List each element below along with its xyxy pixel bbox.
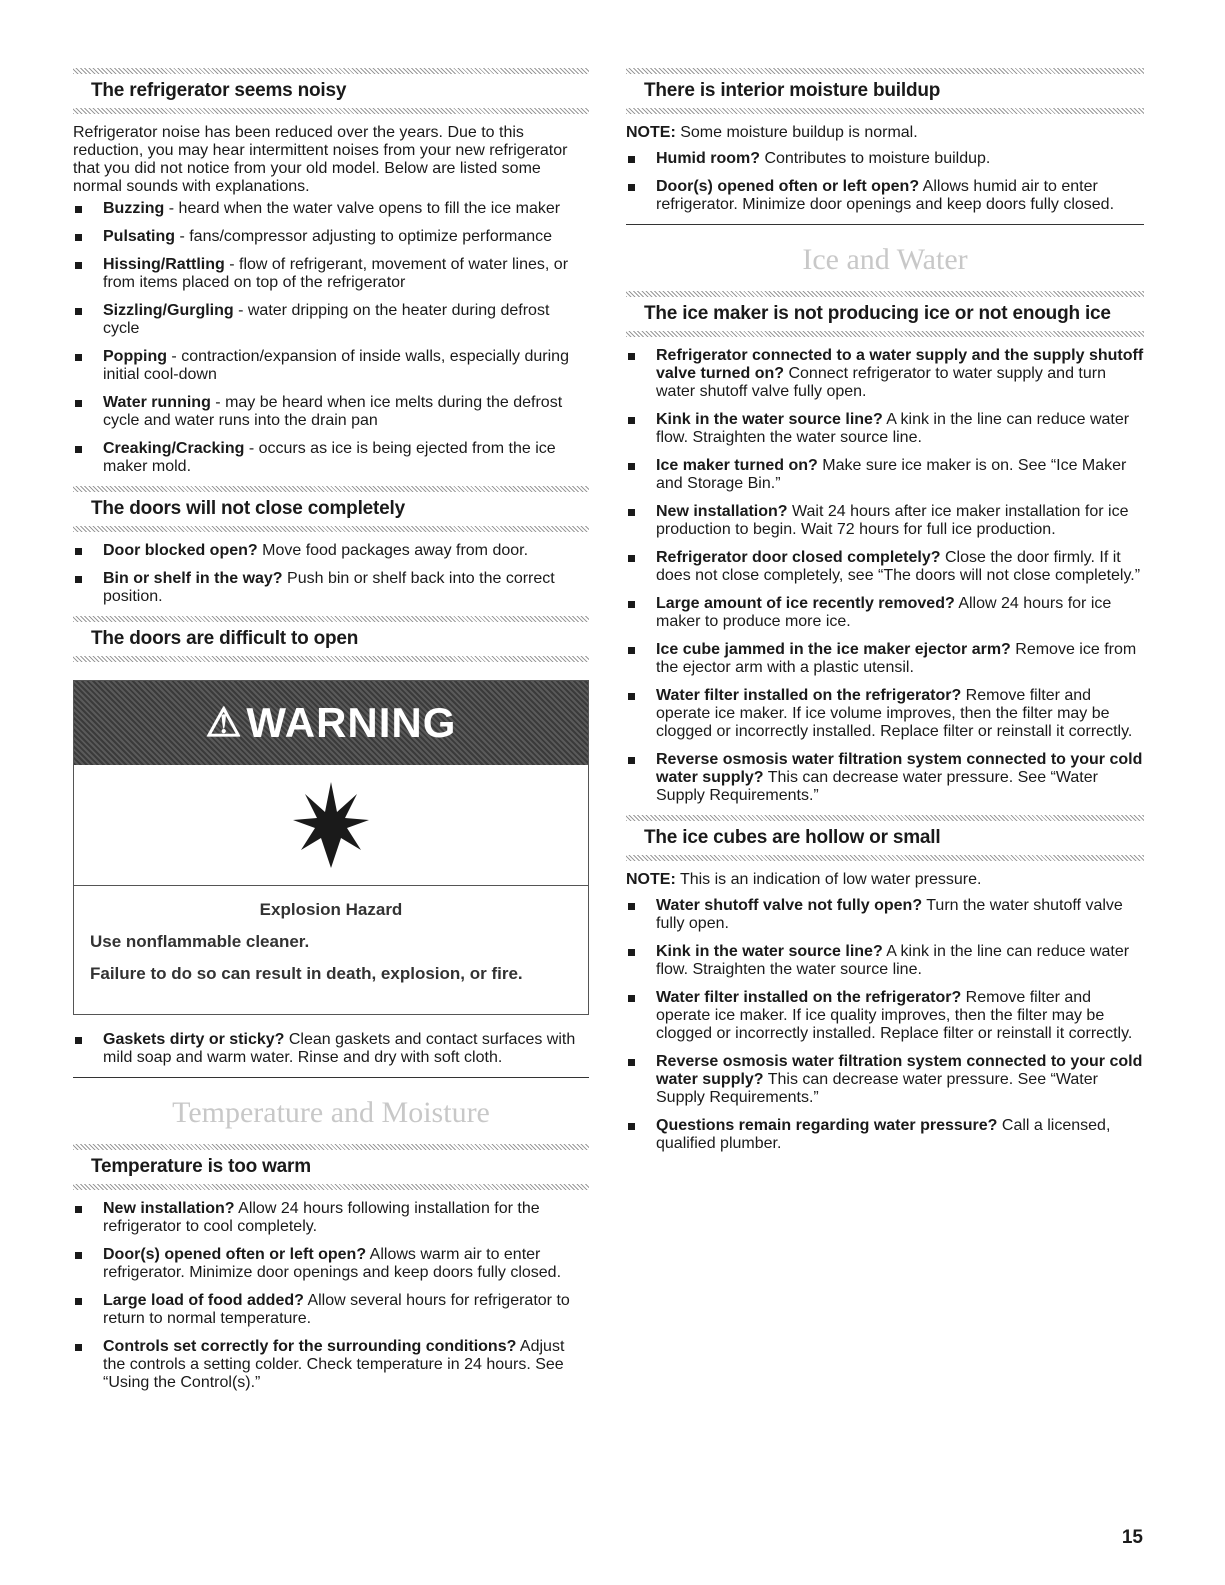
item-bold: Refrigerator connected to a water supply and the supply shutoff valve turned on?: [656, 347, 1144, 382]
note-label: NOTE:: [626, 124, 676, 141]
item-text: Turn the water shutoff valve fully open.: [656, 897, 1123, 932]
too-warm-list: [73, 1200, 589, 1392]
hatch-divider: [73, 68, 589, 74]
item-bold: Reverse osmosis water filtration system connected to your cold water supply?: [656, 1053, 1143, 1088]
list-item: [73, 542, 589, 560]
list-item: [626, 549, 1144, 585]
item-bold: Pulsating: [103, 228, 176, 245]
item-text: A kink in the line can reduce water flow. Straighten the water source line.: [656, 943, 1130, 978]
note-paragraph: [626, 871, 1144, 889]
bullet-square-icon: [628, 995, 635, 1002]
bullet-square-icon: [75, 354, 82, 361]
warning-banner: [74, 681, 588, 765]
item-bold: Hissing/Rattling: [103, 256, 225, 273]
item-text: Call a licensed, qualified plumber.: [656, 1117, 1111, 1152]
item-bold: Ice cube jammed in the ice maker ejector arm?: [656, 641, 1011, 658]
hatch-divider: [626, 291, 1144, 297]
item-bold: Popping: [103, 348, 167, 365]
list-item: [626, 150, 1144, 168]
not-producing-list: [626, 347, 1144, 805]
section-title: Temperature is too warm: [91, 1156, 311, 1177]
list-item: [626, 595, 1144, 631]
item-bold: Water shutoff valve not fully open?: [656, 897, 923, 914]
note-label: NOTE:: [626, 871, 676, 888]
item-bold: Water filter installed on the refrigerator?: [656, 687, 962, 704]
section-header-doors-open: [73, 616, 589, 662]
bullet-square-icon: [75, 234, 82, 241]
item-bold: Kink in the water source line?: [656, 943, 883, 960]
list-item: [626, 503, 1144, 539]
doors-close-list: [73, 542, 589, 606]
list-item: [626, 897, 1144, 933]
list-item: [73, 1292, 589, 1328]
bullet-square-icon: [628, 949, 635, 956]
item-bold: Door blocked open?: [103, 542, 258, 559]
section-title: The ice cubes are hollow or small: [644, 827, 941, 848]
section-header-hollow: [626, 815, 1144, 861]
note-paragraph: [626, 124, 1144, 142]
item-bold: Buzzing: [103, 200, 165, 217]
item-text: Connect refrigerator to water supply and turn water shutoff valve fully open.: [656, 365, 1106, 400]
list-item: [626, 1053, 1144, 1107]
item-text: Clean gaskets and contact surfaces with mild soap and warm water. Rinse and dry with soft cloth.: [103, 1031, 576, 1066]
hollow-list: [626, 897, 1144, 1153]
list-item: [73, 228, 589, 246]
doors-open-list: [73, 1031, 589, 1067]
item-text: Move food packages away from door.: [257, 542, 529, 559]
list-item: [73, 1338, 589, 1392]
hatch-divider: [73, 1184, 589, 1190]
bullet-square-icon: [75, 1037, 82, 1044]
list-item: [626, 1117, 1144, 1153]
warning-line: Use nonflammable cleaner.: [90, 932, 310, 951]
list-item: [626, 641, 1144, 677]
list-item: [626, 687, 1144, 741]
ice-water-heading: Ice and Water: [626, 224, 1144, 291]
list-item: [626, 178, 1144, 214]
note-text: Some moisture buildup is normal.: [675, 124, 918, 141]
bullet-square-icon: [75, 446, 82, 453]
hazard-title: Explosion Hazard: [259, 900, 403, 919]
item-text: Wait 24 hours after ice maker installation for ice production to begin. Wait 72 hours for full ice production.: [656, 503, 1129, 538]
list-item: [73, 1200, 589, 1236]
hatch-divider: [626, 108, 1144, 114]
section-title: The doors are difficult to open: [91, 628, 359, 649]
item-text: Push bin or shelf back into the correct position.: [103, 570, 555, 605]
list-item: [73, 348, 589, 384]
item-text: Adjust the controls a setting colder. Check temperature in 24 hours. See “Using the Control(s).”: [103, 1338, 565, 1391]
item-text: - occurs as ice is being ejected from the ice maker mold.: [103, 440, 556, 475]
section-header-noisy: [73, 68, 589, 114]
list-item: [73, 200, 589, 218]
item-bold: New installation?: [103, 1200, 235, 1217]
item-bold: Sizzling/Gurgling: [103, 302, 234, 319]
bullet-square-icon: [628, 417, 635, 424]
item-bold: Refrigerator door closed completely?: [656, 549, 941, 566]
bullet-square-icon: [628, 509, 635, 516]
bullet-square-icon: [75, 576, 82, 583]
section-header-moisture: [626, 68, 1144, 114]
bullet-square-icon: [628, 156, 635, 163]
explosion-hazard-icon: [291, 780, 371, 870]
item-text: Allows humid air to enter refrigerator. Minimize door openings and keep doors fully closed.: [656, 178, 1115, 213]
item-text: - heard when the water valve opens to fill the ice maker: [164, 200, 561, 217]
warning-icon-area: [74, 765, 588, 886]
item-text: This can decrease water pressure. See “Water Supply Requirements.”: [656, 1071, 1098, 1106]
bullet-square-icon: [75, 206, 82, 213]
right-column: [626, 68, 1144, 1163]
item-text: Allows warm air to enter refrigerator. Minimize door openings and keep doors fully closed.: [103, 1246, 562, 1281]
section-header-doors-close: [73, 486, 589, 532]
list-item: [73, 394, 589, 430]
item-bold: Door(s) opened often or left open?: [103, 1246, 367, 1263]
item-bold: Large load of food added?: [103, 1292, 304, 1309]
item-bold: Ice maker turned on?: [656, 457, 818, 474]
bullet-square-icon: [628, 1059, 635, 1066]
item-bold: Questions remain regarding water pressure?: [656, 1117, 998, 1134]
bullet-square-icon: [75, 262, 82, 269]
hatch-divider: [73, 526, 589, 532]
item-text: Remove filter and operate ice maker. If ice volume improves, then the filter may be clogged or incorrectly installed. Replace filter or reinstall it correctly.: [656, 687, 1133, 740]
page-number: 15: [1121, 1527, 1143, 1548]
bullet-square-icon: [75, 1298, 82, 1305]
bullet-square-icon: [628, 463, 635, 470]
warning-line: Failure to do so can result in death, explosion, or fire.: [90, 964, 523, 983]
bullet-square-icon: [628, 555, 635, 562]
list-item: [626, 989, 1144, 1043]
bullet-square-icon: [75, 1344, 82, 1351]
hatch-divider: [626, 331, 1144, 337]
item-bold: Gaskets dirty or sticky?: [103, 1031, 285, 1048]
warning-text: [74, 886, 588, 1014]
hatch-divider: [73, 486, 589, 492]
item-bold: Reverse osmosis water filtration system connected to your cold water supply?: [656, 751, 1143, 786]
section-header-not-producing: [626, 291, 1144, 337]
list-item: [73, 1031, 589, 1067]
item-text: - fans/compressor adjusting to optimize performance: [175, 228, 553, 245]
warning-box: [73, 680, 589, 1015]
item-text: - water dripping on the heater during defrost cycle: [103, 302, 550, 337]
bullet-square-icon: [628, 757, 635, 764]
item-text: - may be heard when ice melts during the defrost cycle and water runs into the drain pan: [103, 394, 563, 429]
hatch-divider: [73, 108, 589, 114]
item-text: - flow of refrigerant, movement of water lines, or from items placed on top of the refrigerator: [103, 256, 569, 291]
noise-list: [73, 200, 589, 476]
item-bold: New installation?: [656, 503, 788, 520]
note-text: This is an indication of low water pressure.: [675, 871, 982, 888]
hatch-divider: [626, 815, 1144, 821]
item-bold: Bin or shelf in the way?: [103, 570, 283, 587]
item-text: Remove filter and operate ice maker. If ice quality improves, then the filter may be clogged or incorrectly installed. Replace filter or reinstall it correctly.: [656, 989, 1133, 1042]
hatch-divider: [73, 616, 589, 622]
hatch-divider: [626, 855, 1144, 861]
section-title: The ice maker is not producing ice or not enough ice: [644, 303, 1111, 324]
list-item: [626, 347, 1144, 401]
section-title: There is interior moisture buildup: [644, 80, 941, 101]
list-item: [73, 570, 589, 606]
item-text: Make sure ice maker is on. See “Ice Maker and Storage Bin.”: [656, 457, 1127, 492]
item-bold: Water filter installed on the refrigerator?: [656, 989, 962, 1006]
hatch-divider: [73, 1144, 589, 1150]
hatch-divider: [73, 656, 589, 662]
item-text: This can decrease water pressure. See “Water Supply Requirements.”: [656, 769, 1098, 804]
list-item: [626, 457, 1144, 493]
item-text: - contraction/expansion of inside walls, especially during initial cool-down: [103, 348, 569, 383]
list-item: [73, 302, 589, 338]
bullet-square-icon: [628, 353, 635, 360]
item-text: Remove ice from the ejector arm with a plastic utensil.: [656, 641, 1137, 676]
moisture-list: [626, 150, 1144, 214]
section-header-too-warm: [73, 1144, 589, 1190]
list-item: [626, 943, 1144, 979]
bullet-square-icon: [75, 400, 82, 407]
list-item: [626, 751, 1144, 805]
section-title: The doors will not close completely: [91, 498, 405, 519]
item-bold: Controls set correctly for the surrounding conditions?: [103, 1338, 517, 1355]
left-column: [73, 68, 589, 1402]
warning-label: WARNING: [246, 699, 457, 746]
bullet-square-icon: [628, 693, 635, 700]
list-item: [626, 411, 1144, 447]
bullet-square-icon: [75, 308, 82, 315]
bullet-square-icon: [628, 1123, 635, 1130]
list-item: [73, 440, 589, 476]
bullet-square-icon: [75, 1206, 82, 1213]
item-bold: Kink in the water source line?: [656, 411, 883, 428]
item-bold: Large amount of ice recently removed?: [656, 595, 955, 612]
temperature-moisture-heading: Temperature and Moisture: [73, 1077, 589, 1144]
item-bold: Humid room?: [656, 150, 760, 167]
bullet-square-icon: [628, 903, 635, 910]
warning-triangle-icon: ⚠: [205, 701, 243, 745]
bullet-square-icon: [75, 548, 82, 555]
bullet-square-icon: [628, 601, 635, 608]
item-text: Allow 24 hours for ice maker to produce more ice.: [656, 595, 1112, 630]
hatch-divider: [626, 68, 1144, 74]
section-title: The refrigerator seems noisy: [91, 80, 347, 101]
intro-paragraph: Refrigerator noise has been reduced over the years. Due to this reduction, you may hear intermittent noises from your new refrigerator that you did not notice from your old model. Below are listed some normal sounds with explanations.: [73, 124, 568, 195]
item-text: Allow 24 hours following installation for the refrigerator to cool completely.: [103, 1200, 540, 1235]
bullet-square-icon: [628, 184, 635, 191]
item-bold: Water running: [103, 394, 211, 411]
list-item: [73, 256, 589, 292]
item-text: Contributes to moisture buildup.: [760, 150, 991, 167]
item-bold: Creaking/Cracking: [103, 440, 245, 457]
item-text: A kink in the line can reduce water flow. Straighten the water source line.: [656, 411, 1130, 446]
bullet-square-icon: [628, 647, 635, 654]
item-bold: Door(s) opened often or left open?: [656, 178, 920, 195]
item-text: Close the door firmly. If it does not close completely, see “The doors will not close completely.”: [656, 549, 1141, 584]
bullet-square-icon: [75, 1252, 82, 1259]
list-item: [73, 1246, 589, 1282]
item-text: Allow several hours for refrigerator to return to normal temperature.: [103, 1292, 570, 1327]
